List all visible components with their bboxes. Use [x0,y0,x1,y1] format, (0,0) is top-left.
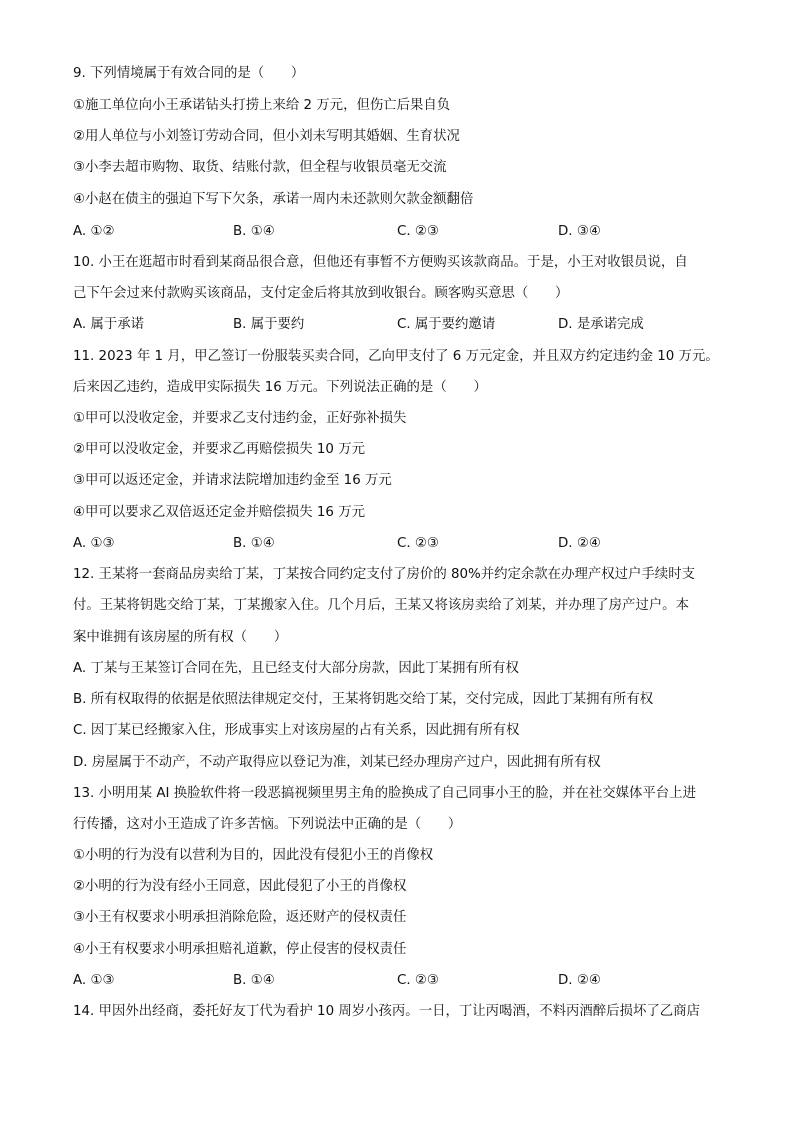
q13-statement-2: ②小明的行为没有经小王同意，因此侵犯了小王的肖像权 [73,879,407,894]
q12-stem-line-1: 12. 王某将一套商品房卖给丁某，丁某按合同约定支付了房价的 80%并约定余款在办理产权过户手续时支 [73,567,695,582]
q13-option-c: C. ②③ [397,973,439,988]
q11-stem-line-2: 后来因乙违约，造成甲实际损失 16 万元。下列说法正确的是（ ） [73,380,487,395]
q12-option-a: A. 丁某与王某签订合同在先，且已经支付大部分房款，因此丁某拥有所有权 [73,661,519,676]
q12-stem-line-2: 付。王某将钥匙交给丁某，丁某搬家入住。几个月后，王某又将该房卖给了刘某，并办理了房产过户。本 [73,598,689,613]
q10-option-c: C. 属于要约邀请 [397,317,496,332]
q13-option-a: A. ①③ [73,973,115,988]
q13-stem-line-1: 13. 小明用某 AI 换脸软件将一段恶搞视频里男主角的脸换成了自己同事小王的脸，并在社交媒体平台上进 [73,786,696,801]
q11-statement-1: ①甲可以没收定金，并要求乙支付违约金，正好弥补损失 [73,411,407,426]
q9-statement-1: ①施工单位向小王承诺钻头打捞上来给 2 万元，但伤亡后果自负 [73,98,451,113]
q10-stem-line-2: 己下午会过来付款购买该商品，支付定金后将其放到收银台。顾客购买意思（ ） [73,286,569,301]
q11-stem-line-1: 11. 2023 年 1 月，甲乙签订一份服装买卖合同，乙向甲支付了 6 万元定金，并且双方约定违约金 10 万元。 [73,349,719,364]
q11-option-a: A. ①③ [73,536,115,551]
q9-option-b: B. ①④ [233,224,275,239]
q13-stem-line-2: 行传播，这对小王造成了许多苦恼。下列说法中正确的是（ ） [73,817,462,832]
q9-option-c: C. ②③ [397,224,439,239]
q10-option-b: B. 属于要约 [233,317,305,332]
q10-option-a: A. 属于承诺 [73,317,144,332]
q13-statement-4: ④小王有权要求小明承担赔礼道歉，停止侵害的侵权责任 [73,942,407,957]
q12-option-b: B. 所有权取得的依据是依照法律规定交付，王某将钥匙交给丁某，交付完成，因此丁某拥有所有权 [73,692,654,707]
q11-option-d: D. ②④ [558,536,601,551]
q13-option-d: D. ②④ [558,973,601,988]
q11-option-c: C. ②③ [397,536,439,551]
q9-statement-2: ②用人单位与小刘签订劳动合同，但小刘未写明其婚姻、生育状况 [73,129,460,144]
q13-statement-1: ①小明的行为没有以营利为目的，因此没有侵犯小王的肖像权 [73,848,434,863]
q12-option-d: D. 房屋属于不动产，不动产取得应以登记为准，刘某已经办理房产过户，因此拥有所有权 [73,755,601,770]
q13-option-b: B. ①④ [233,973,275,988]
q11-statement-4: ④甲可以要求乙双倍返还定金并赔偿损失 16 万元 [73,505,365,520]
q9-option-d: D. ③④ [558,224,601,239]
q14-stem-line-1: 14. 甲因外出经商，委托好友丁代为看护 10 周岁小孩丙。一日，丁让丙喝酒，不料丙酒醉后损坏了乙商店 [73,1004,700,1019]
q13-statement-3: ③小王有权要求小明承担消除危险，返还财产的侵权责任 [73,910,407,925]
q10-option-d: D. 是承诺完成 [558,317,644,332]
q9-stem: 9. 下列情境属于有效合同的是（ ） [73,66,305,81]
q11-option-b: B. ①④ [233,536,275,551]
q10-stem-line-1: 10. 小王在逛超市时看到某商品很合意，但他还有事暂不方便购买该款商品。于是，小王对收银员说，自 [73,255,688,270]
q9-option-a: A. ①② [73,224,115,239]
q12-option-c: C. 因丁某已经搬家入住，形成事实上对该房屋的占有关系，因此拥有所有权 [73,723,520,738]
q11-statement-3: ③甲可以返还定金，并请求法院增加违约金至 16 万元 [73,473,392,488]
q12-stem-line-3: 案中谁拥有该房屋的所有权（ ） [73,630,288,645]
q9-statement-3: ③小李去超市购物、取货、结账付款，但全程与收银员毫无交流 [73,160,447,175]
q9-statement-4: ④小赵在债主的强迫下写下欠条，承诺一周内未还款则欠款金额翻倍 [73,192,474,207]
q11-statement-2: ②甲可以没收定金，并要求乙再赔偿损失 10 万元 [73,442,365,457]
